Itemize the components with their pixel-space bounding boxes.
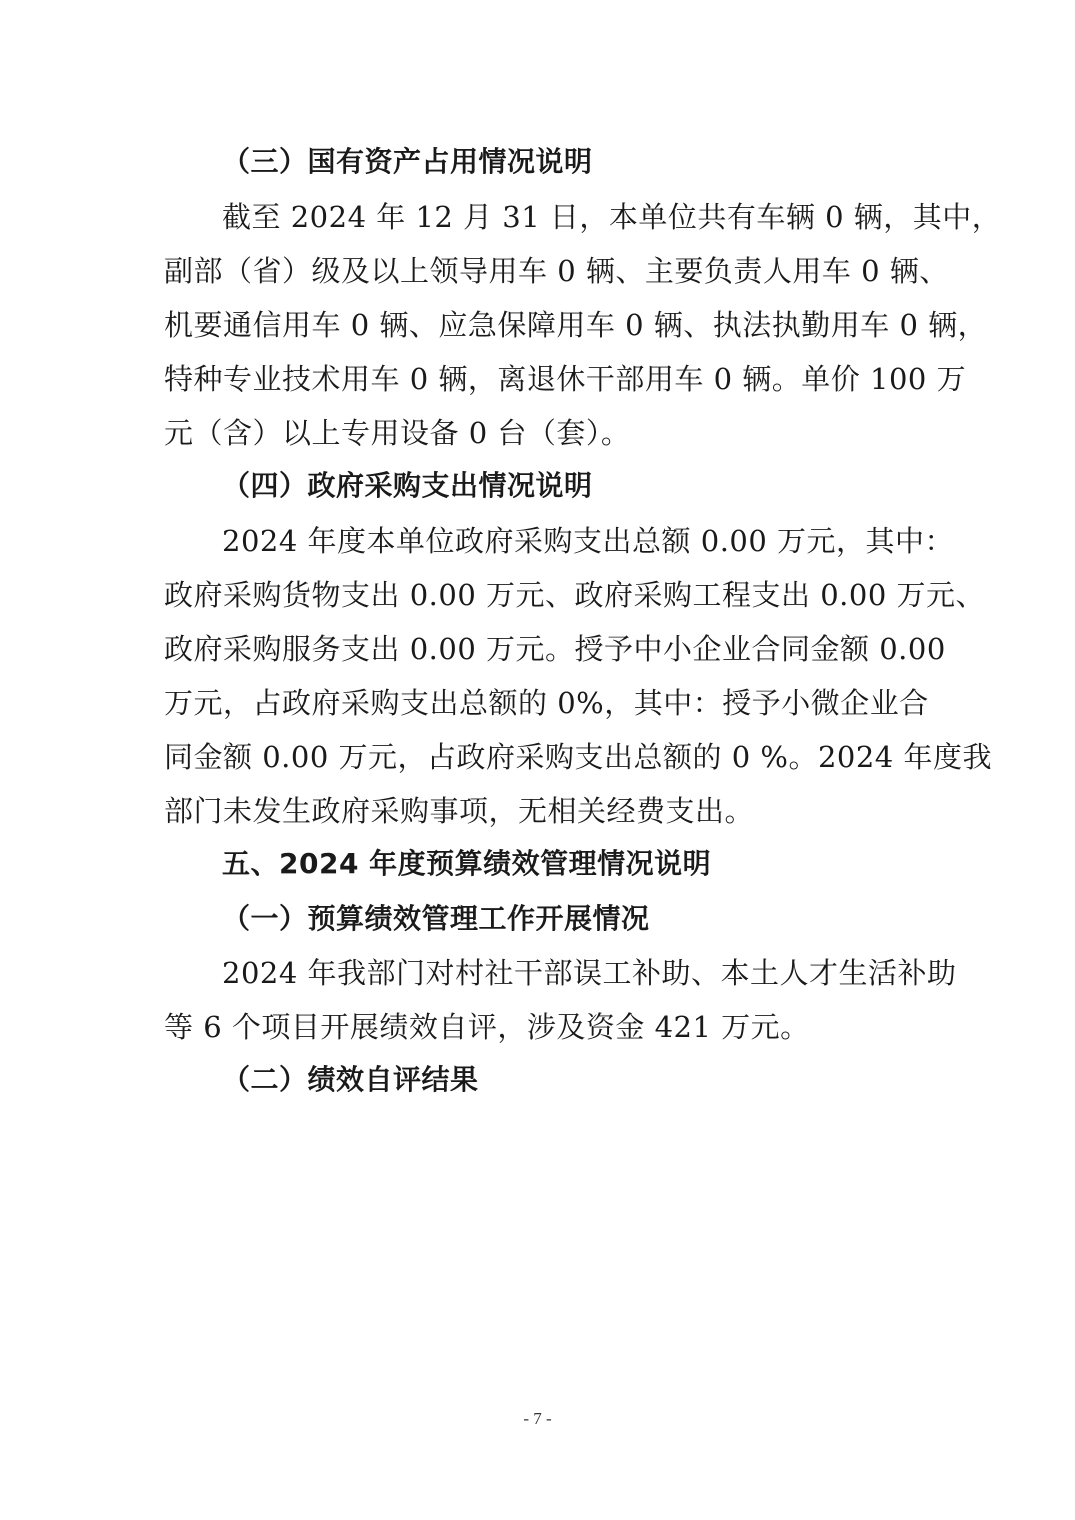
paragraph-line: 机要通信用车 0 辆、应急保障用车 0 辆、执法执勤用车 0 辆， xyxy=(164,308,988,342)
paragraph-line: 万元，占政府采购支出总额的 0%，其中：授予小微企业合 xyxy=(164,686,929,720)
section-heading-procurement: （四）政府采购支出情况说明 xyxy=(222,469,593,502)
paragraph-line: 2024 年度本单位政府采购支出总额 0.00 万元，其中： xyxy=(222,524,955,558)
paragraph-line: 特种专业技术用车 0 辆，离退休干部用车 0 辆。单价 100 万 xyxy=(164,362,967,396)
paragraph-line: 元（含）以上专用设备 0 台（套）。 xyxy=(164,416,631,450)
paragraph-line: 政府采购货物支出 0.00 万元、政府采购工程支出 0.00 万元、 xyxy=(164,578,986,612)
paragraph-line: 2024 年我部门对村社干部误工补助、本土人才生活补助 xyxy=(222,956,957,990)
subsection-heading-work: （一）预算绩效管理工作开展情况 xyxy=(222,902,650,935)
part-heading-performance: 五、2024 年度预算绩效管理情况说明 xyxy=(222,847,712,880)
paragraph-line: 部门未发生政府采购事项，无相关经费支出。 xyxy=(164,794,755,828)
subsection-heading-results: （二）绩效自评结果 xyxy=(222,1063,479,1096)
paragraph-line: 政府采购服务支出 0.00 万元。授予中小企业合同金额 0.00 xyxy=(164,632,946,666)
section-heading-state-assets: （三）国有资产占用情况说明 xyxy=(222,145,593,178)
paragraph-line: 截至 2024 年 12 月 31 日，本单位共有车辆 0 辆，其中， xyxy=(222,200,1002,234)
page-number: - 7 - xyxy=(523,1409,552,1428)
paragraph-line: 副部（省）级及以上领导用车 0 辆、主要负责人用车 0 辆、 xyxy=(164,254,949,288)
paragraph-line: 等 6 个项目开展绩效自评，涉及资金 421 万元。 xyxy=(164,1010,810,1044)
paragraph-line: 同金额 0.00 万元，占政府采购支出总额的 0 %。2024 年度我 xyxy=(164,740,992,774)
